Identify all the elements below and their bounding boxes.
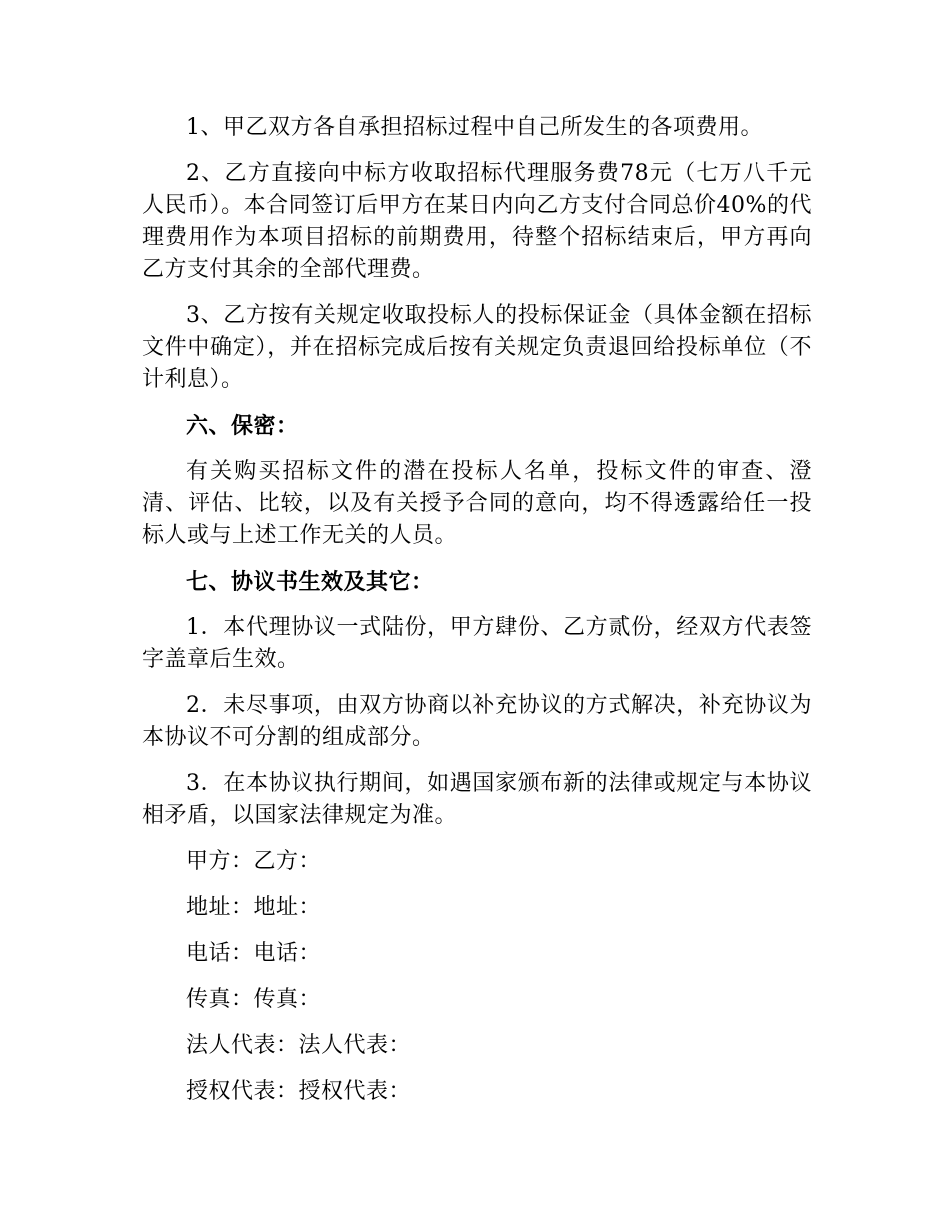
effectiveness-clause-3: 3．在本协议执行期间，如遇国家颁布新的法律或规定与本协议相矛盾，以国家法律规定为准。 bbox=[142, 771, 812, 828]
signature-address: 地址：地址： bbox=[186, 895, 322, 920]
effectiveness-clause-1: 1．本代理协议一式陆份，甲方肆份、乙方贰份，经双方代表签字盖章后生效。 bbox=[142, 615, 812, 672]
effectiveness-heading: 七、协议书生效及其它： bbox=[186, 569, 434, 595]
signature-legal-rep: 法人代表：法人代表： bbox=[186, 1033, 412, 1058]
signature-authorized-rep: 授权代表：授权代表： bbox=[186, 1079, 412, 1104]
fee-clause-2: 2、乙方直接向中标方收取招标代理服务费78元（七万八千元人民币）。本合同签订后甲方在某日内向乙方支付合同总价40%的代理费用作为本项目招标的前期费用，待整个招标结束后，甲方再向乙方支付其余的全部代理费。 bbox=[142, 161, 812, 282]
confidentiality-body: 有关购买招标文件的潜在投标人名单，投标文件的审查、澄清、评估、比较，以及有关授予合同的意向，均不得透露给任一投标人或与上述工作无关的人员。 bbox=[142, 459, 812, 548]
fee-clause-3: 3、乙方按有关规定收取投标人的投标保证金（具体金额在招标文件中确定），并在招标完成后按有关规定负责退回给投标单位（不计利息）。 bbox=[142, 303, 812, 392]
fee-clause-1: 1、甲乙双方各自承担招标过程中自己所发生的各项费用。 bbox=[186, 115, 763, 140]
signature-phone: 电话：电话： bbox=[186, 941, 322, 966]
signature-fax: 传真：传真： bbox=[186, 987, 322, 1012]
signature-parties: 甲方：乙方： bbox=[186, 849, 322, 874]
effectiveness-clause-2: 2．未尽事项，由双方协商以补充协议的方式解决，补充协议为本协议不可分割的组成部分。 bbox=[142, 693, 812, 750]
confidentiality-heading: 六、保密： bbox=[186, 413, 299, 439]
document-page bbox=[142, 112, 812, 1122]
